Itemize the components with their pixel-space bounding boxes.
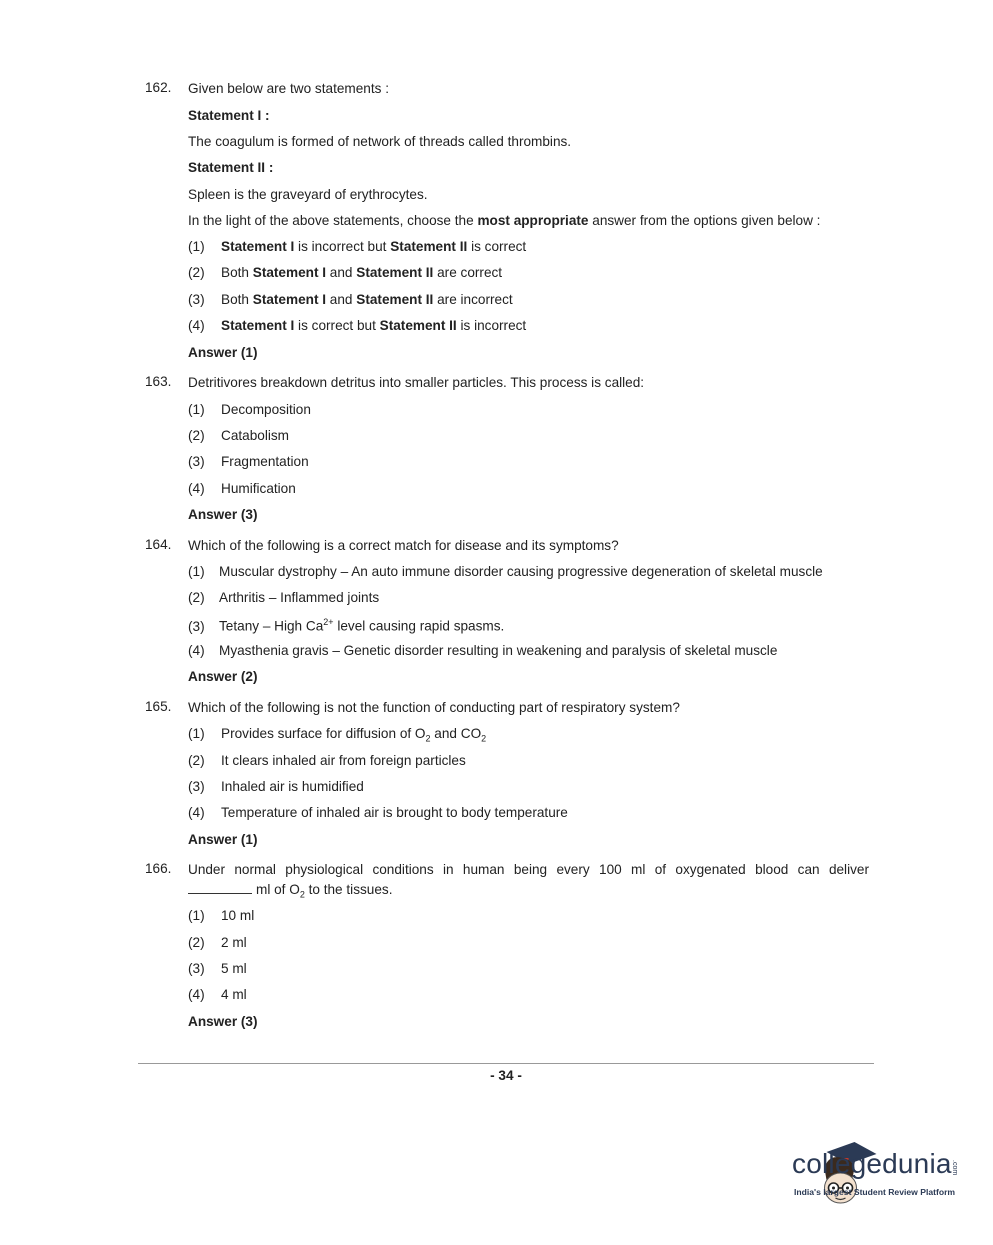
option-4: (4) 4 ml <box>188 987 247 1002</box>
option-1: (1) Muscular dystrophy – An auto immune disorder causing progressive degeneration of skeletal muscle <box>188 564 823 579</box>
option-2: (2) Both Statement I and Statement II are correct <box>188 265 503 280</box>
option-3: (3) Fragmentation <box>188 454 309 469</box>
option-2: (2) Arthritis – Inflammed joints <box>188 590 380 605</box>
logo-tagline: India's largest Student Review Platform <box>794 1187 956 1197</box>
option-4: (4) Statement I is correct but Statement II is incorrect <box>188 318 527 333</box>
statement-1-text: The coagulum is formed of network of threads called thrombins. <box>188 134 572 149</box>
answer: Answer (3) <box>188 1014 258 1029</box>
question-text: Given below are two statements : <box>188 81 389 96</box>
option-4: (4) Myasthenia gravis – Genetic disorder resulting in weakening and paralysis of skeletal muscle <box>188 643 778 658</box>
question-text-line-1: Under normal physiological conditions in human being every 100 ml of oxygenated blood can deliver <box>188 862 869 877</box>
question-number: 162. <box>145 80 172 95</box>
logo-wordmark: collegedunia <box>792 1148 952 1179</box>
statement-2-label: Statement II : <box>188 160 274 175</box>
question-number: 166. <box>145 861 172 876</box>
statement-2-text: Spleen is the graveyard of erythrocytes. <box>188 187 428 202</box>
answer: Answer (2) <box>188 669 258 684</box>
statement-1-label: Statement I : <box>188 108 270 123</box>
option-1: (1) Statement I is incorrect but Statement II is correct <box>188 239 527 254</box>
question-number: 165. <box>145 699 172 714</box>
option-1: (1) 10 ml <box>188 908 255 923</box>
logo-domain-suffix: .com <box>951 1160 958 1176</box>
page-number: - 34 - <box>490 1068 522 1083</box>
instruction: In the light of the above statements, choose the most appropriate answer from the options given below : <box>188 213 821 228</box>
question-text: Which of the following is not the function of conducting part of respiratory system? <box>188 700 680 715</box>
answer: Answer (1) <box>188 345 258 360</box>
option-4: (4) Temperature of inhaled air is brought to body temperature <box>188 805 568 820</box>
answer-blank <box>188 883 252 894</box>
answer: Answer (3) <box>188 507 258 522</box>
option-1: (1) Decomposition <box>188 402 311 417</box>
option-1: (1) Provides surface for diffusion of $O_2$ and $CO_2$ <box>188 726 487 744</box>
question-number: 164. <box>145 537 172 552</box>
option-3: (3) Inhaled air is humidified <box>188 779 364 794</box>
footer-divider <box>138 1063 874 1064</box>
option-2: (2) Catabolism <box>188 428 289 443</box>
option-3: (3) Tetany – High $Ca^{2+}$ level causing rapid spasms. <box>188 617 505 634</box>
option-2: (2) 2 ml <box>188 935 247 950</box>
option-3: (3) Both Statement I and Statement II are incorrect <box>188 292 513 307</box>
option-2: (2) It clears inhaled air from foreign particles <box>188 753 466 768</box>
question-text: Which of the following is a correct match for disease and its symptoms? <box>188 538 619 553</box>
option-3: (3) 5 ml <box>188 961 247 976</box>
question-number: 163. <box>145 374 172 389</box>
question-text: Detritivores breakdown detritus into smaller particles. This process is called: <box>188 375 645 390</box>
option-4: (4) Humification <box>188 481 296 496</box>
answer: Answer (1) <box>188 832 258 847</box>
question-text-line-2: ml of $O_2$ to the tissues. <box>188 882 392 900</box>
